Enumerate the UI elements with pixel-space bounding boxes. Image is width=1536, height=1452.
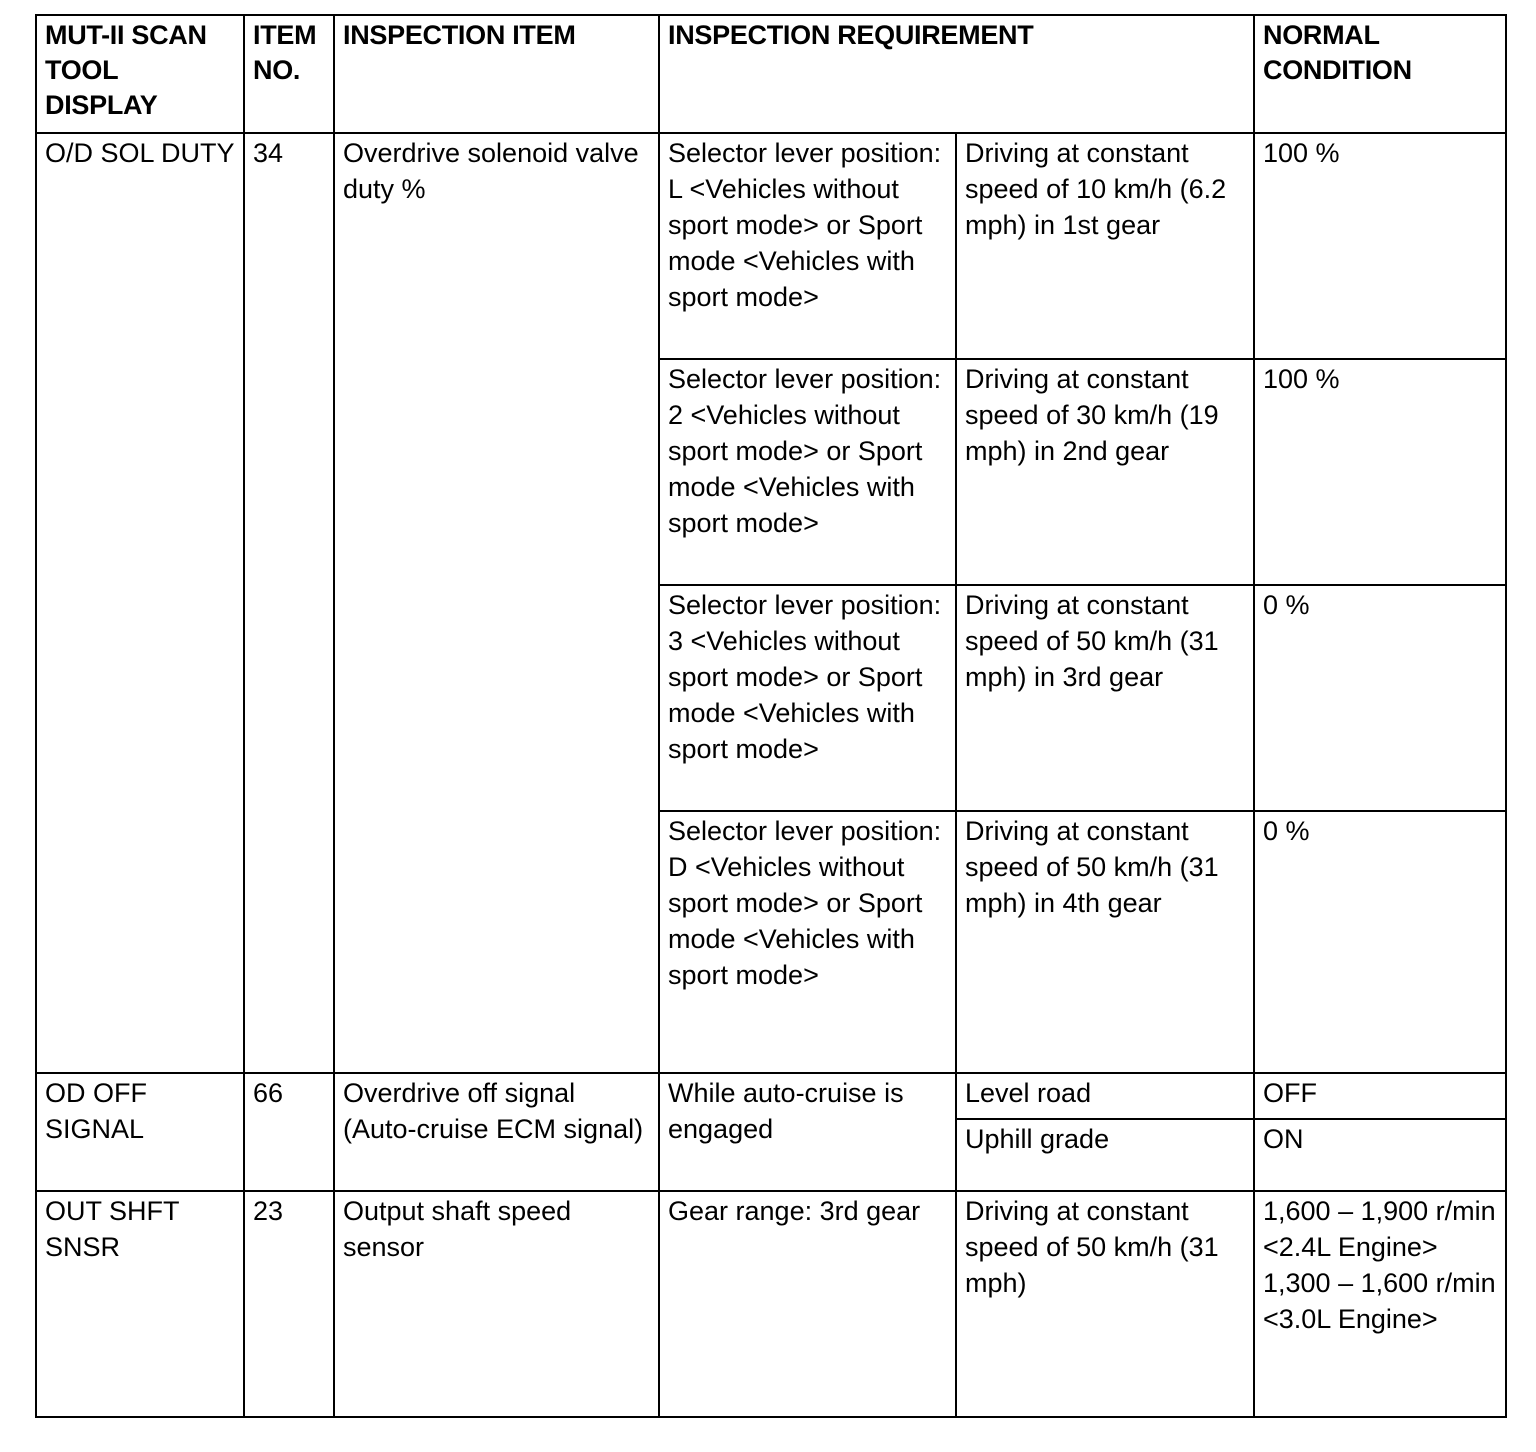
item-no-cell: 23	[244, 1191, 334, 1417]
display-cell: OD OFF SIGNAL	[36, 1073, 244, 1191]
table-row	[36, 133, 1506, 359]
normal-line: 1,300 – 1,600 r/min	[1263, 1268, 1496, 1298]
normal-condition-cell: 0 %	[1254, 585, 1506, 811]
normal-line: 1,600 – 1,900 r/min	[1263, 1196, 1496, 1226]
item-no-cell: 66	[244, 1073, 334, 1191]
display-cell: O/D SOL DUTY	[36, 133, 244, 1073]
item-no-cell: 34	[244, 133, 334, 1073]
condition-cell: Driving at constant speed of 30 km/h (19 mph) in 2nd gear	[956, 359, 1254, 585]
header-display: MUT-II SCAN TOOL DISPLAY	[36, 15, 244, 133]
header-item-no: ITEM NO.	[244, 15, 334, 133]
normal-condition-cell: 100 %	[1254, 359, 1506, 585]
requirement-cell: Selector lever position: D <Vehicles without sport mode> or Sport mode <Vehicles with sport mode>	[659, 811, 956, 1073]
requirement-cell: Gear range: 3rd gear	[659, 1191, 956, 1417]
normal-line: <2.4L Engine>	[1263, 1232, 1438, 1262]
header-inspection-requirement: INSPECTION REQUIREMENT	[659, 15, 1254, 133]
requirement-cell: Selector lever position: 2 <Vehicles without sport mode> or Sport mode <Vehicles with sport mode>	[659, 359, 956, 585]
condition-cell: Driving at constant speed of 50 km/h (31 mph) in 4th gear	[956, 811, 1254, 1073]
table-row	[36, 1073, 1506, 1119]
normal-condition-cell	[1254, 1191, 1506, 1417]
header-normal-condition: NORMAL CONDITION	[1254, 15, 1506, 133]
inspection-table	[35, 14, 1507, 1418]
condition-cell: Level road	[956, 1073, 1254, 1119]
condition-cell: Driving at constant speed of 50 km/h (31 mph)	[956, 1191, 1254, 1417]
inspection-item-cell: Overdrive off signal (Auto-cruise ECM signal)	[334, 1073, 659, 1191]
normal-condition-cell: OFF	[1254, 1073, 1506, 1119]
header-inspection-item: INSPECTION ITEM	[334, 15, 659, 133]
table-row	[36, 1191, 1506, 1417]
header-row	[36, 15, 1506, 133]
inspection-item-cell: Overdrive solenoid valve duty %	[334, 133, 659, 1073]
normal-line: <3.0L Engine>	[1263, 1304, 1438, 1334]
condition-cell: Driving at constant speed of 50 km/h (31 mph) in 3rd gear	[956, 585, 1254, 811]
requirement-cell: Selector lever position: 3 <Vehicles without sport mode> or Sport mode <Vehicles with sport mode>	[659, 585, 956, 811]
condition-cell: Driving at constant speed of 10 km/h (6.2 mph) in 1st gear	[956, 133, 1254, 359]
requirement-cell: Selector lever position: L <Vehicles without sport mode> or Sport mode <Vehicles with sport mode>	[659, 133, 956, 359]
normal-condition-cell: 100 %	[1254, 133, 1506, 359]
normal-condition-cell: 0 %	[1254, 811, 1506, 1073]
display-cell: OUT SHFT SNSR	[36, 1191, 244, 1417]
condition-cell: Uphill grade	[956, 1119, 1254, 1191]
normal-condition-cell: ON	[1254, 1119, 1506, 1191]
requirement-cell: While auto-cruise is engaged	[659, 1073, 956, 1191]
inspection-item-cell: Output shaft speed sensor	[334, 1191, 659, 1417]
